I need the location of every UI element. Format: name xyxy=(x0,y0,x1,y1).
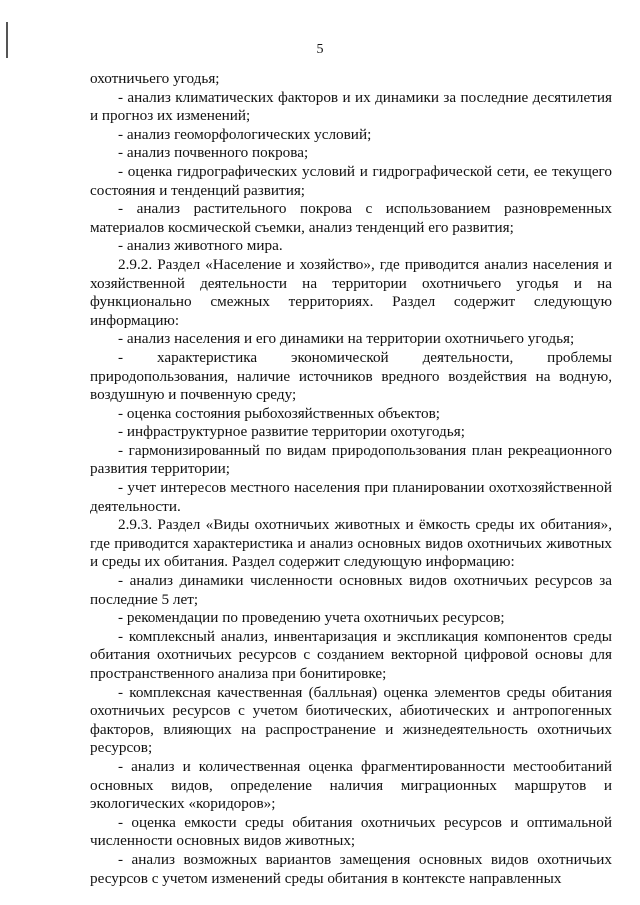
paragraph: - рекомендации по проведению учета охотничьих ресурсов; xyxy=(118,609,505,627)
paragraph: - анализ почвенного покрова; xyxy=(118,144,309,162)
paragraph: - анализ населения и его динамики на территории охотничьего угодья; xyxy=(118,330,575,348)
paragraph: - анализ климатических факторов и их динамики за последние десятилетия и прогноз их изменений; xyxy=(90,88,612,125)
paragraph: - анализ геоморфологических условий; xyxy=(118,125,372,143)
paragraph: - характеристика экономической деятельности, проблемы природопользования, наличие источников вредного воздействия на водную, воздушную и почвенную среду; xyxy=(90,348,612,404)
paragraph: - инфраструктурное развитие территории охотугодья; xyxy=(118,423,465,441)
paragraph: - оценка гидрографических условий и гидрографической сети, ее текущего состояния и тенденций развития; xyxy=(90,162,612,199)
paragraph: - анализ растительного покрова с использованием разновременных материалов космической съемки, анализ тенденций его развития; xyxy=(90,200,612,236)
paragraph: - оценка емкости среды обитания охотничьих ресурсов и оптимальной численности основных видов животных; xyxy=(90,813,612,850)
paragraph: - оценка состояния рыбохозяйственных объектов; xyxy=(118,404,440,422)
paragraph: охотничьего угодья; xyxy=(90,70,220,87)
document-body xyxy=(90,70,612,888)
paragraph: - комплексная качественная (балльная) оценка элементов среды обитания охотничьих ресурсов с учетом биотических, абиотических и антропогенных факторов, влияющих на распространение и жизнедеятельность охотничьих ресурсов; xyxy=(90,683,612,757)
paragraph: - анализ животного мира. xyxy=(118,237,283,255)
paragraph: - гармонизированный по видам природопользования план рекреационного развития территории; xyxy=(90,441,612,478)
paragraph: 2.9.3. Раздел «Виды охотничьих животных и ёмкость среды их обитания», где приводится характеристика и анализ основных видов охотничьих животных и среды их обитания. Раздел содержит следующую информацию: xyxy=(90,516,612,571)
paragraph: - анализ возможных вариантов замещения основных видов охотничьих ресурсов с учетом изменений среды обитания в контексте направленных xyxy=(90,850,612,887)
paragraph: - учет интересов местного населения при планировании охотхозяйственной деятельности. xyxy=(90,479,612,515)
paragraph: - анализ и количественная оценка фрагментированности местообитаний основных видов, определение наличия миграционных маршрутов и экологических «коридоров»; xyxy=(90,757,612,813)
paragraph: 2.9.2. Раздел «Население и хозяйство», где приводится анализ населения и хозяйственной деятельности на территории охотничьего угодья и на функционально смежных территориях. Раздел содержит следующую информацию: xyxy=(90,255,612,329)
page-number: 5 xyxy=(316,42,324,57)
paragraph: - анализ динамики численности основных видов охотничьих ресурсов за последние 5 лет; xyxy=(90,572,612,608)
paragraph: - комплексный анализ, инвентаризация и экспликация компонентов среды обитания охотничьих ресурсов с созданием векторной цифровой основы для пространственного анализа при бонитировке; xyxy=(90,627,612,682)
